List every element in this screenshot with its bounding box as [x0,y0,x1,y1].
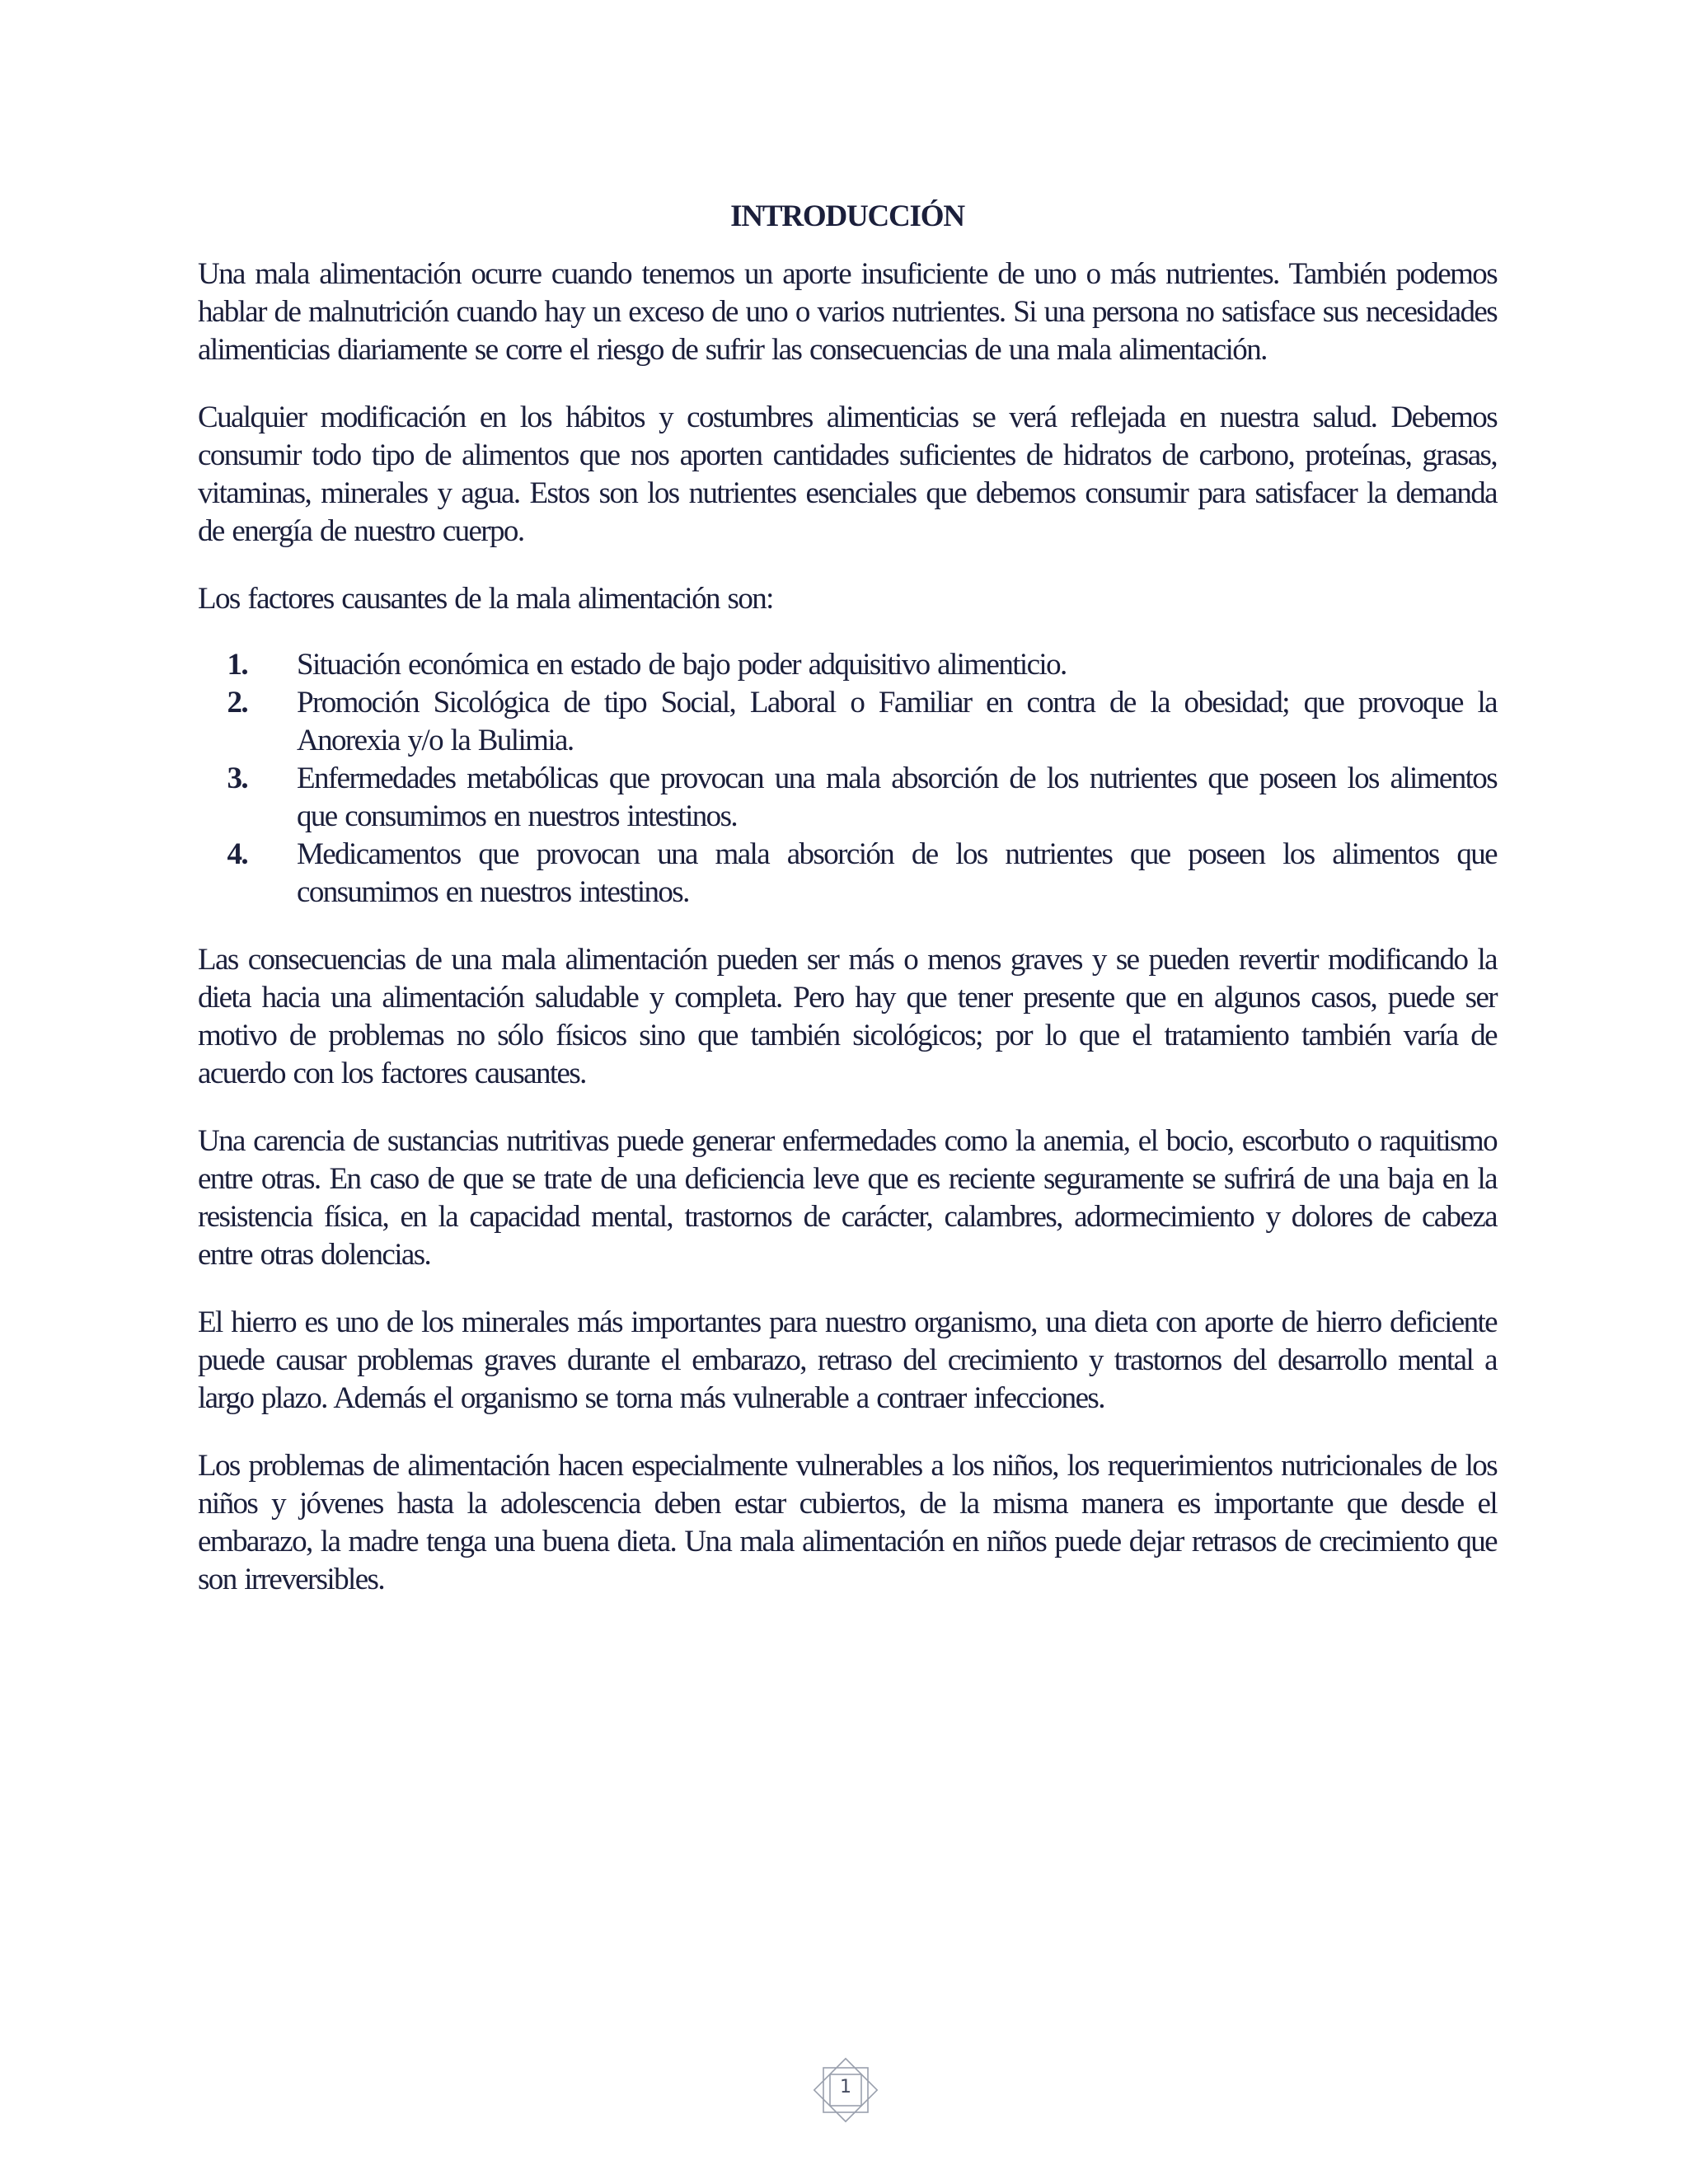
list-item [198,836,1497,912]
consequences-paragraph: Las consecuencias de una mala alimentación pueden ser más o menos graves y se pueden revertir modificando la dieta hacia una alimentación saludable y completa. Pero hay que tener presente que en algunos casos, puede ser motivo de problemas no sólo físicos sino que también sicológicos; por lo que el tratamiento también varía de acuerdo con los factores causantes. [198,943,1497,1090]
deficiency-paragraph: Una carencia de sustancias nutritivas puede generar enfermedades como la anemia, el bocio, escorbuto o raquitismo entre otras. En caso de que se trate de una deficiencia leve que es reciente seguramente se sufrirá de una baja en la resistencia física, en la capacidad mental, trastornos de carácter, calambres, adormecimiento y dolores de cabeza entre otras dolencias. [198,1124,1497,1272]
list-item [198,646,1497,684]
page-title: INTRODUCCIÓN [730,199,964,233]
list-item [198,684,1497,760]
list-intro-paragraph: Los factores causantes de la mala alimentación son: [198,582,773,616]
causes-list [198,646,1497,912]
list-item-number: 4. [227,837,247,871]
page-number: 1 [840,2077,851,2097]
list-item-number: 2. [227,686,247,719]
document-page [198,186,1497,1629]
list-item-text: Enfermedades metabólicas que provocan una mala absorción de los nutrientes que poseen los alimentos que consumimos en nuestros intestinos. [297,762,1497,833]
intro-paragraph-1: Una mala alimentación ocurre cuando tenemos un aporte insuficiente de uno o más nutrientes. También podemos hablar de malnutrición cuando hay un exceso de uno o varios nutrientes. Si una persona no satisface sus necesidades alimenticias diariamente se corre el riesgo de sufrir las consecuencias de una mala alimentación. [198,257,1497,367]
list-item [198,760,1497,836]
list-item-text: Situación económica en estado de bajo poder adquisitivo alimenticio. [297,648,1067,682]
intro-paragraph-2: Cualquier modificación en los hábitos y costumbres alimenticias se verá reflejada en nuestra salud. Debemos consumir todo tipo de alimentos que nos aporten cantidades suficientes de hidratos de carbono, proteínas, grasas, vitaminas, minerales y agua. Estos son los nutrientes esenciales que debemos consumir para satisfacer la demanda de energía de nuestro cuerpo. [198,401,1497,548]
list-item-text: Medicamentos que provocan una mala absorción de los nutrientes que poseen los alimentos que consumimos en nuestros intestinos. [297,837,1497,909]
page-footer [808,2052,884,2128]
list-item-number: 3. [227,762,247,795]
iron-paragraph: El hierro es uno de los minerales más importantes para nuestro organismo, una dieta con aporte de hierro deficiente puede causar problemas graves durante el embarazo, retraso del crecimiento y trastornos del desarrollo mental a largo plazo. Además el organismo se torna más vulnerable a contraer infecciones. [198,1305,1497,1415]
list-item-text: Promoción Sicológica de tipo Social, Laboral o Familiar en contra de la obesidad; que provoque la Anorexia y/o la Bulimia. [297,686,1497,757]
children-paragraph: Los problemas de alimentación hacen especialmente vulnerables a los niños, los requerimientos nutricionales de los niños y jóvenes hasta la adolescencia deben estar cubiertos, de la misma manera es importante que desde el embarazo, la madre tenga una buena dieta. Una mala alimentación en niños puede dejar retrasos de crecimiento que son irreversibles. [198,1449,1497,1596]
list-item-number: 1. [227,648,247,682]
